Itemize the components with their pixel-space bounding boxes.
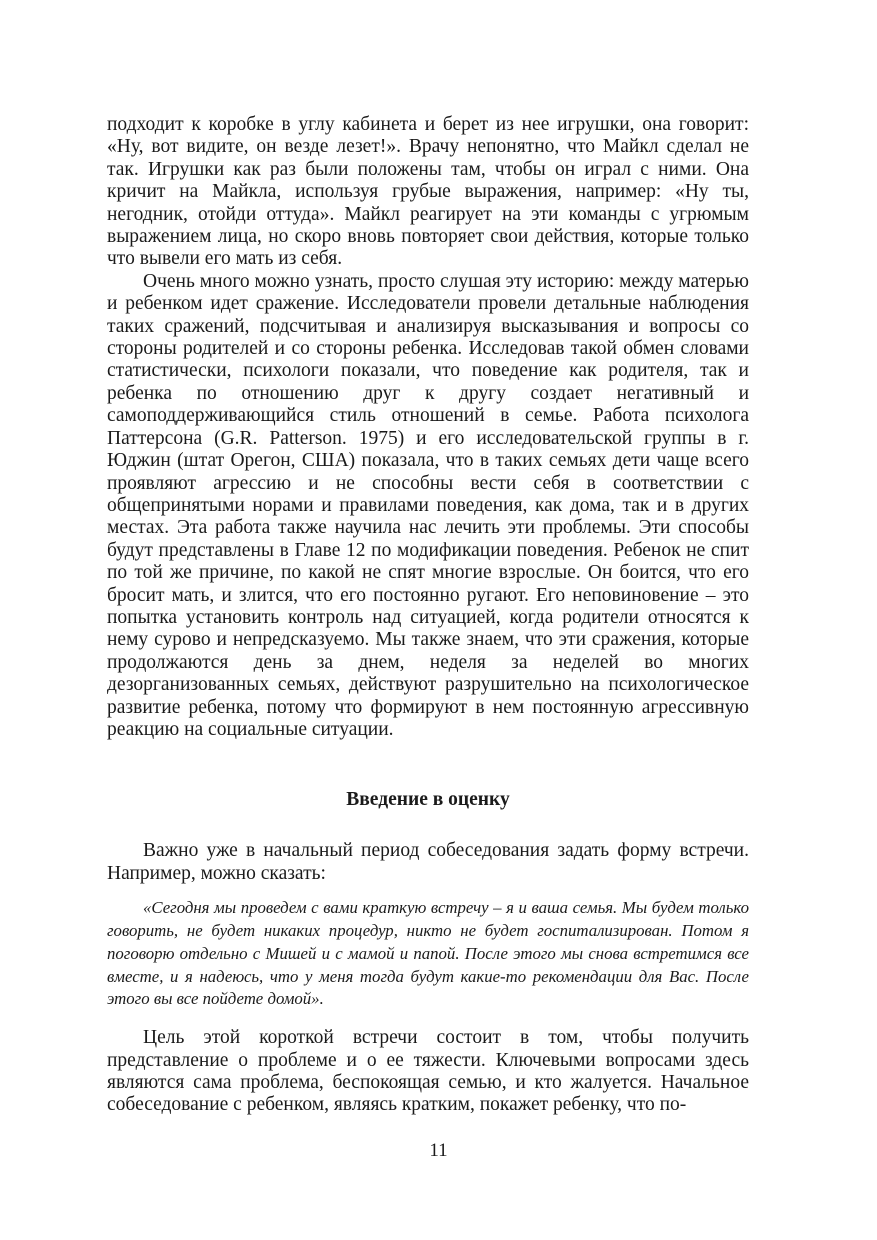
body-paragraph: Очень много можно узнать, просто слушая эту историю: между матерью и ребенком идет сражение. Исследователи провели детальные наблюдения таких сражений, подсчитывая и анализируя высказывания и вопросы со стороны родителей и со стороны ребенка. Исследовав такой обмен словами статистически, психологи показали, что поведение как родителя, так и ребенка по отношению друг к другу создает негативный и самоподдерживающийся стиль отношений в семье. Работа психолога Паттерсона (G.R. Patterson. 1975) и его исследовательской группы в г. Юджин (штат Орегон, США) показала, что в таких семьях дети чаще всего проявляют агрессию и не способны вести себя в соответствии с общепринятыми норами и правилами поведения, как дома, так и в других местах. Эта работа также научила нас лечить эти проблемы. Эти способы будут представлены в Главе 12 по модификации поведения. Ребенок не спит по той же причине, по какой не спят многие взрослые. Он боится, что его бросит мать, и злится, что его постоянно ругают. Его неповиновение – это попытка установить контроль над ситуацией, когда родители относятся к нему сурово и непредсказуемо. Мы также знаем, что эти сражения, которые продолжаются день за днем, неделя за неделей во многих дезорганизованных семьях, действуют разрушительно на психологическое развитие ребенка, потому что формируют в нем постоянную агрессивную реакцию на социальные ситуации. xyxy=(107,270,749,740)
body-paragraph: подходит к коробке в углу кабинета и берет из нее игрушки, она говорит: «Ну, вот видите, он везде лезет!». Врачу непонятно, что Майкл сделал не так. Игрушки как раз были положены там, чтобы он играл с ними. Она кричит на Майкла, используя грубые выражения, например: «Ну ты, негодник, отойди оттуда». Майкл реагирует на эти команды с угрюмым выражением лица, но скоро вновь повторяет свои действия, которые только что вывели его мать из себя. xyxy=(107,114,749,270)
body-paragraph: Цель этой короткой встречи состоит в том, чтобы получить представление о проблеме и о ее тяжести. Ключевыми вопросами здесь являются сама проблема, беспокоящая семью, и кто жалуется. Начальное собеседование с ребенком, являясь кратким, покажет ребенку, что по- xyxy=(107,1027,749,1116)
quote-block: «Сегодня мы проведем с вами краткую встречу – я и ваша семья. Мы будем только говорить, не будет никаких процедур, никто не будет госпитализирован. Потом я поговорю отдельно с Мишей и с мамой и папой. После этого мы снова встретимся все вместе, и я надеюсь, что у меня тогда будут какие-то рекомендации для Вас. После этого вы все пойдете домой». xyxy=(107,898,749,1009)
document-page xyxy=(107,114,749,1117)
body-paragraph: Важно уже в начальный период собеседования задать форму встречи. Например, можно сказать: xyxy=(107,840,749,884)
section-heading: Введение в оценку xyxy=(346,789,510,811)
page-number: 11 xyxy=(429,1140,448,1161)
